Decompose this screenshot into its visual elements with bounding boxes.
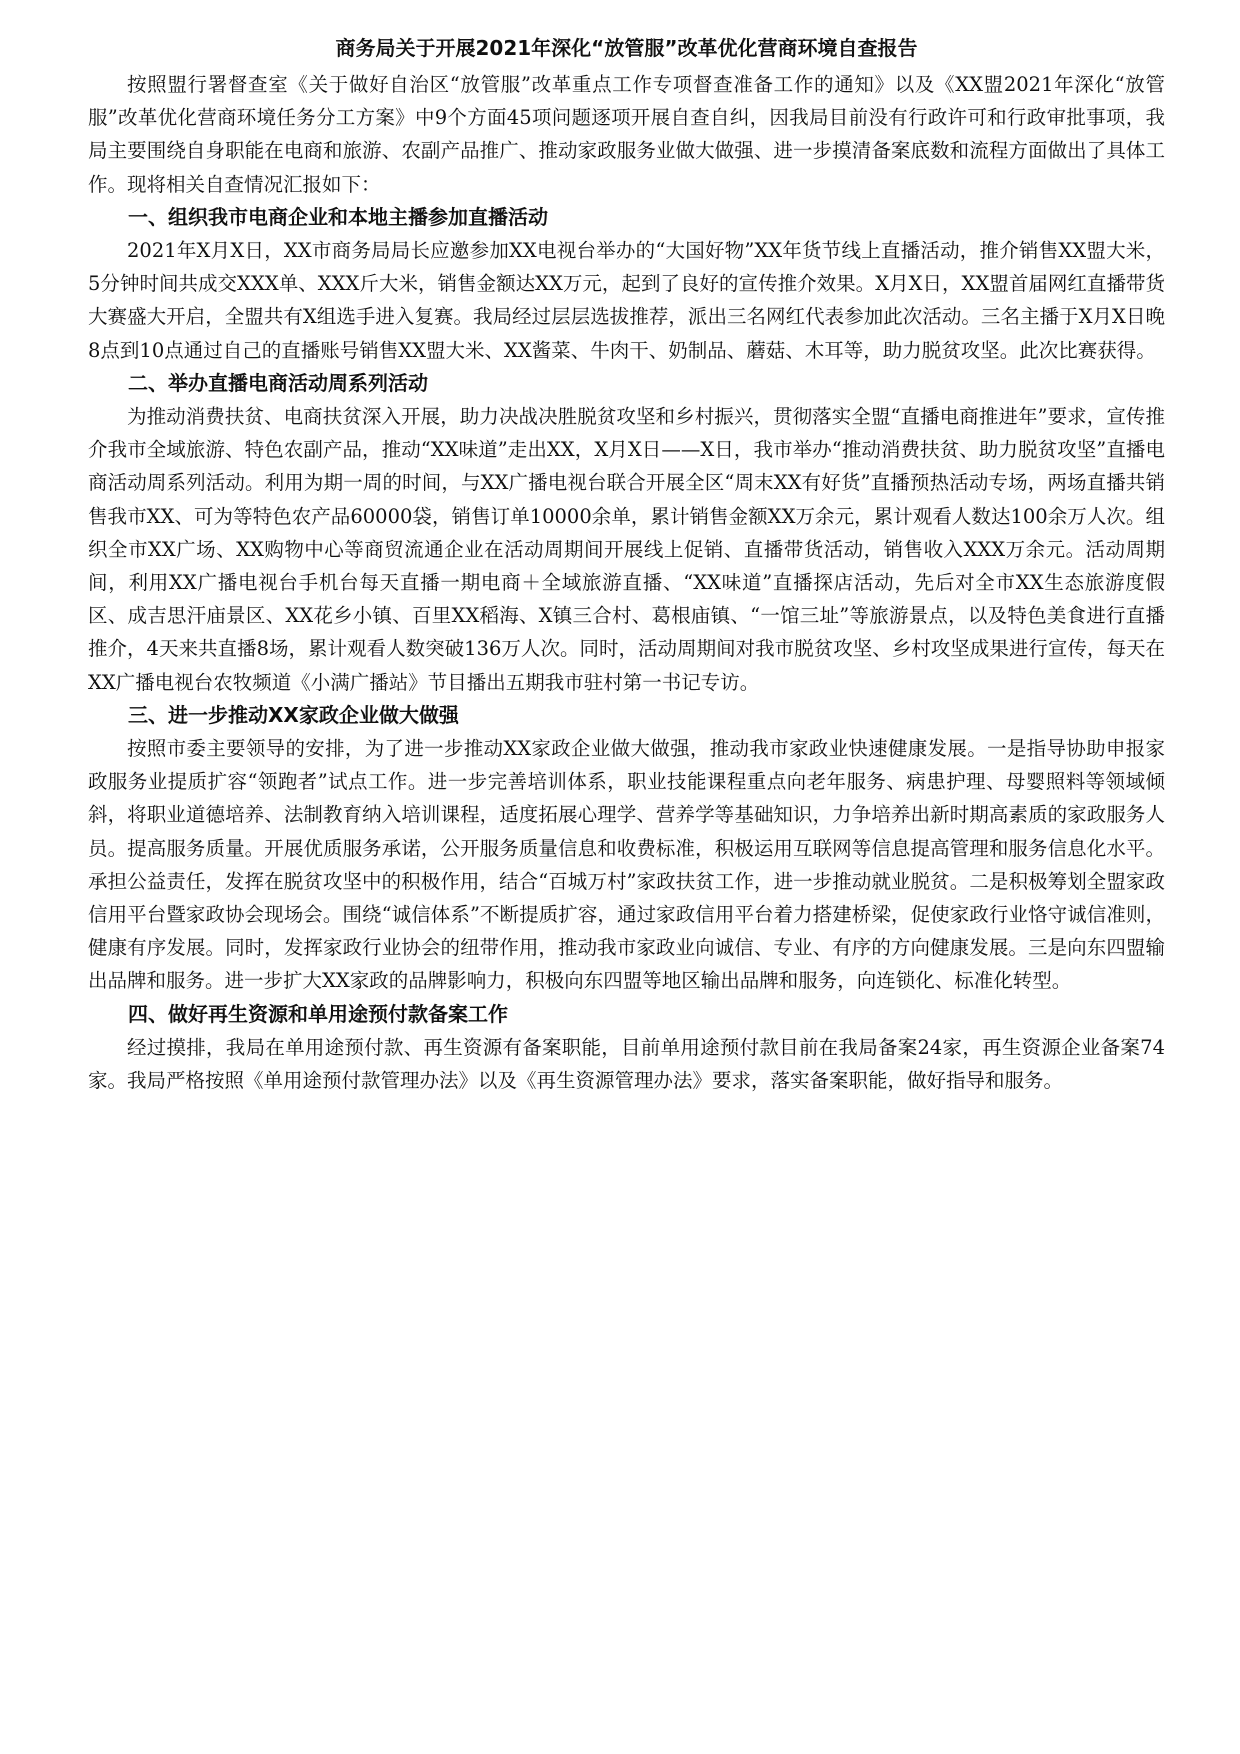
document-title: 商务局关于开展2021年深化“放管服”改革优化营商环境自查报告 bbox=[335, 36, 918, 60]
section-3 bbox=[88, 699, 1165, 998]
section-heading: 四、做好再生资源和单用途预付款备案工作 bbox=[128, 1001, 508, 1026]
section-paragraph: 为推动消费扶贫、电商扶贫深入开展，助力决战决胜脱贫攻坚和乡村振兴，贯彻落实全盟“直播电商推进年”要求，宣传推介我市全域旅游、特色农副产品，推动“XX味道”走出XX，X月X日——X日，我市举办“推动消费扶贫、助力脱贫攻坚”直播电商活动周系列活动。利用为期一周的时间，与XX广播电视台联合开展全区“周末XX有好货”直播预热活动专场，两场直播共销售我市XX、可为等特色农产品60000袋，销售订单10000余单，累计销售金额XX万余元，累计观看人数达100余万人次。组织全市XX广场、XX购物中心等商贸流通企业在活动周期间开展线上促销、直播带货活动，销售收入XXX万余元。活动周期间，利用XX广播电视台手机台每天直播一期电商＋全域旅游直播、“XX味道”直播探店活动，先后对全市XX生态旅游度假区、成吉思汗庙景区、XX花乡小镇、百里XX稻海、X镇三合村、葛根庙镇、“一馆三址”等旅游景点，以及特色美食进行直播推介，4天来共直播8场，累计观看人数突破136万人次。同时，活动周期间对我市脱贫攻坚、乡村攻坚成果进行宣传，每天在XX广播电视台农牧频道《小满广播站》节目播出五期我市驻村第一书记专访。 bbox=[88, 405, 1165, 694]
intro-paragraph: 按照盟行署督查室《关于做好自治区“放管服”改革重点工作专项督查准备工作的通知》以及《XX盟2021年深化“放管服”改革优化营商环境任务分工方案》中9个方面45项问题逐项开展自查自纠，因我局目前没有行政许可和行政审批事项，我局主要围绕自身职能在电商和旅游、农副产品推广、推动家政服务业做大做强、进一步摸清备案底数和流程方面做出了具体工作。现将相关自查情况汇报如下： bbox=[88, 73, 1165, 196]
section-paragraph: 经过摸排，我局在单用途预付款、再生资源有备案职能，目前单用途预付款目前在我局备案24家，再生资源企业备案74家。我局严格按照《单用途预付款管理办法》以及《再生资源管理办法》要求，落实备案职能，做好指导和服务。 bbox=[88, 1035, 1165, 1093]
section-heading: 一、组织我市电商企业和本地主播参加直播活动 bbox=[128, 204, 548, 229]
section-paragraph: 2021年X月X日，XX市商务局局长应邀参加XX电视台举办的“大国好物”XX年货节线上直播活动，推介销售XX盟大米，5分钟时间共成交XXX单、XXX斤大米，销售金额达XX万元，起到了良好的宣传推介效果。X月X日，XX盟首届网红直播带货大赛盛大开启，全盟共有X组选手进入复赛。我局经过层层选拔推荐，派出三名网红代表参加此次活动。三名主播于X月X日晚8点到10点通过自己的直播账号销售XX盟大米、XX酱菜、牛肉干、奶制品、蘑菇、木耳等，助力脱贫攻坚。此次比赛获得。 bbox=[88, 239, 1165, 362]
section-4 bbox=[88, 998, 1165, 1098]
section-1 bbox=[88, 201, 1165, 367]
section-2 bbox=[88, 367, 1165, 699]
section-heading: 三、进一步推动XX家政企业做大做强 bbox=[128, 702, 459, 727]
section-heading: 二、举办直播电商活动周系列活动 bbox=[128, 370, 428, 395]
section-paragraph: 按照市委主要领导的安排，为了进一步推动XX家政企业做大做强，推动我市家政业快速健康发展。一是指导协助申报家政服务业提质扩容“领跑者”试点工作。进一步完善培训体系，职业技能课程重点向老年服务、病患护理、母婴照料等领域倾斜，将职业道德培养、法制教育纳入培训课程，适度拓展心理学、营养学等基础知识，力争培养出新时期高素质的家政服务人员。提高服务质量。开展优质服务承诺，公开服务质量信息和收费标准，积极运用互联网等信息提高管理和服务信息化水平。承担公益责任，发挥在脱贫攻坚中的积极作用，结合“百城万村”家政扶贫工作，进一步推动就业脱贫。二是积极筹划全盟家政信用平台暨家政协会现场会。围绕“诚信体系”不断提质扩容，通过家政信用平台着力搭建桥梁，促使家政行业恪守诚信准则，健康有序发展。同时，发挥家政行业协会的纽带作用，推动我市家政业向诚信、专业、有序的方向健康发展。三是向东四盟输出品牌和服务。进一步扩大XX家政的品牌影响力，积极向东四盟等地区输出品牌和服务，向连锁化、标准化转型。 bbox=[88, 737, 1165, 993]
